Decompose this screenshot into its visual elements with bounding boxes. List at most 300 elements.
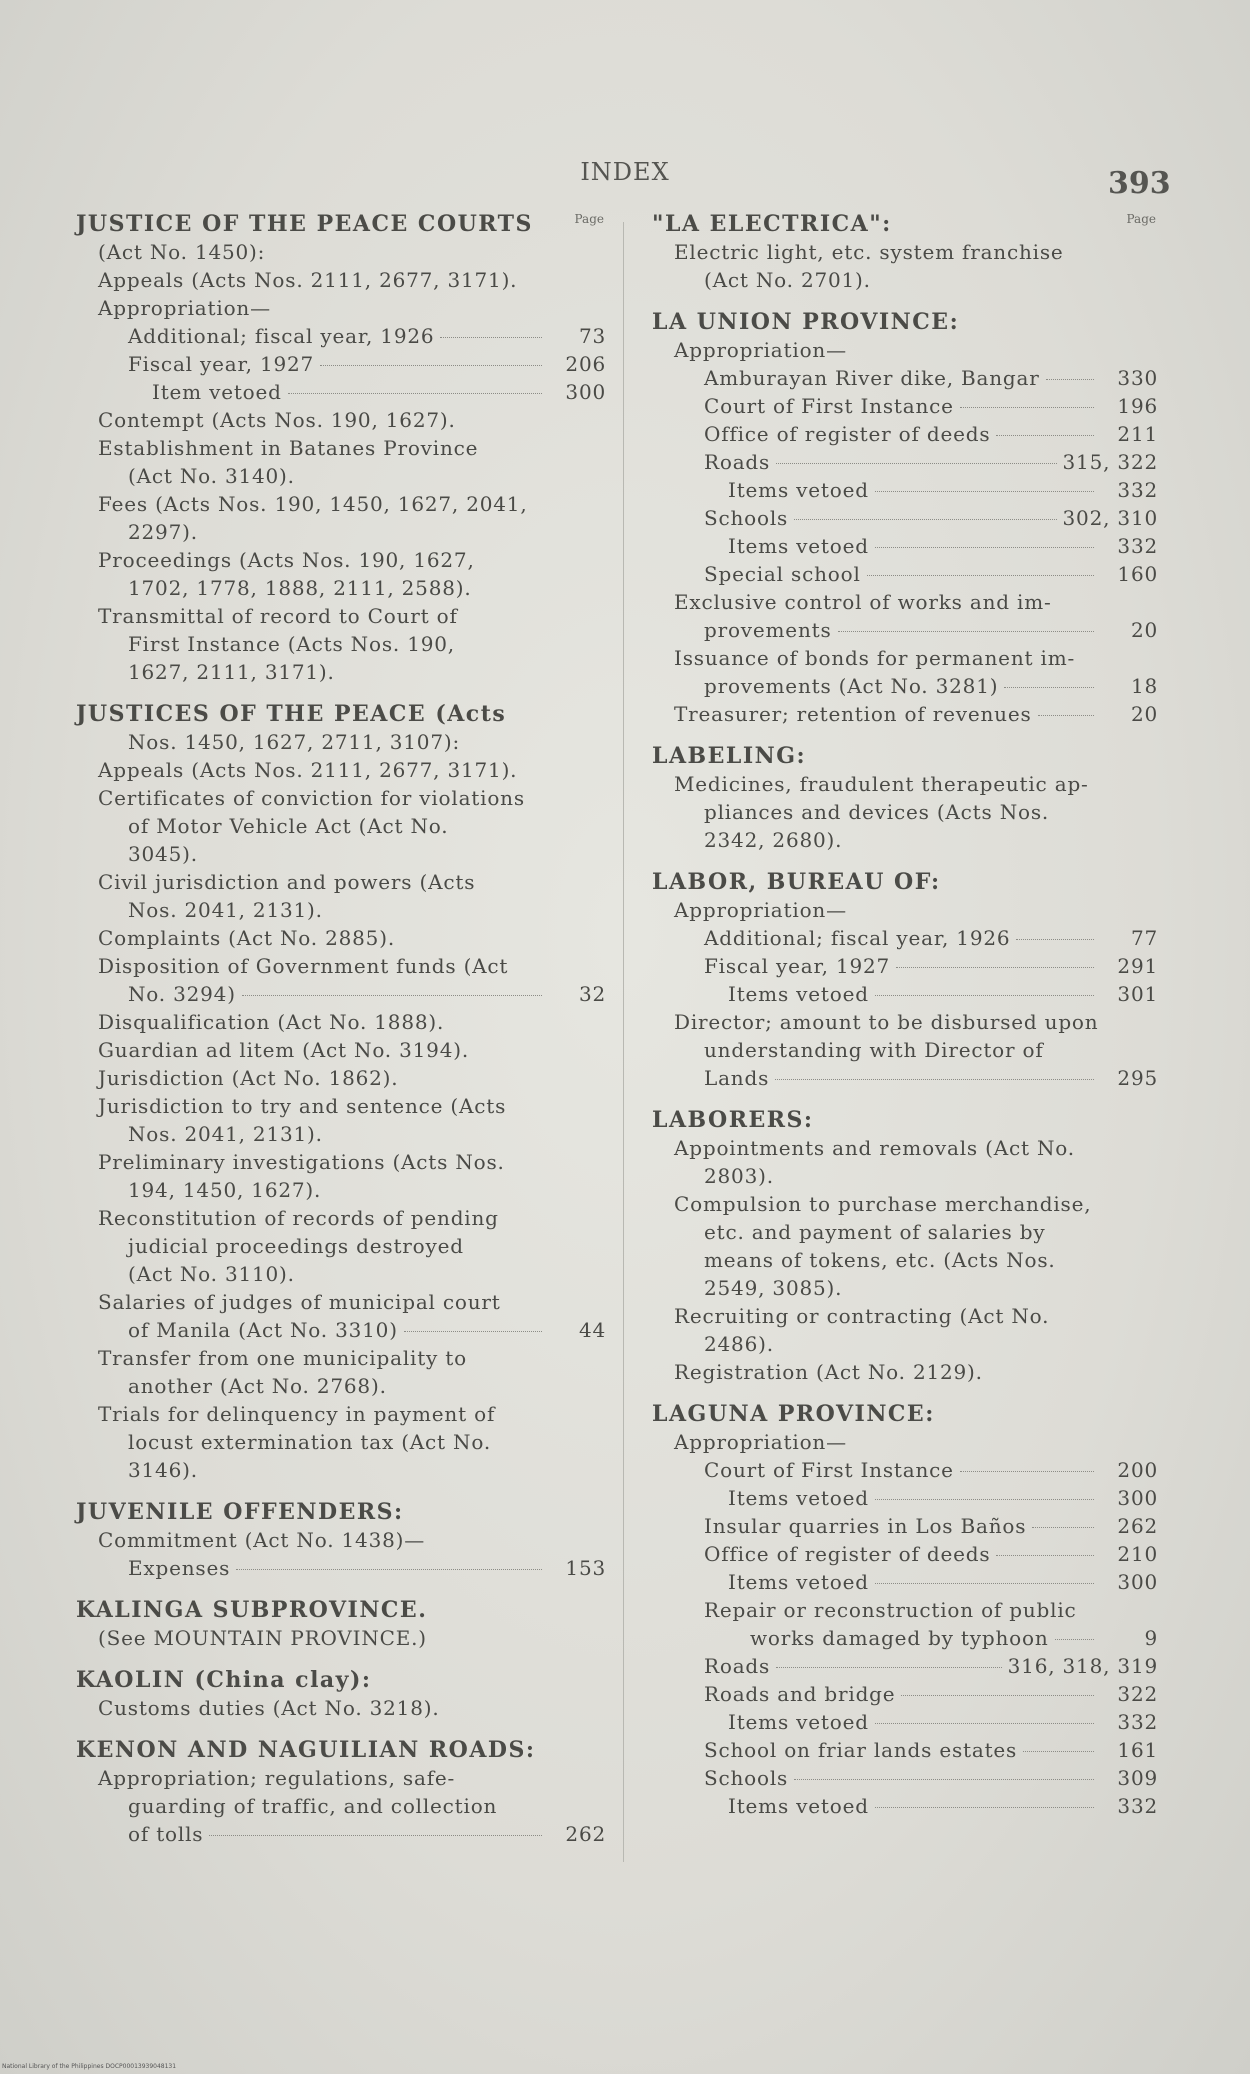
page-reference: 211 <box>1117 422 1158 446</box>
index-subentry <box>652 1358 1158 1386</box>
index-subentry <box>76 1820 606 1848</box>
index-subentry <box>652 1736 1158 1764</box>
subentry-text: Items vetoed <box>728 1486 869 1510</box>
index-subentry <box>652 476 1158 504</box>
index-subentry <box>76 1148 606 1176</box>
dot-leader <box>1032 1527 1094 1528</box>
index-subentry <box>76 952 606 980</box>
index-heading-row <box>76 210 606 238</box>
index-subentry <box>652 924 1158 952</box>
index-entry <box>76 1736 606 1848</box>
subentry-text: Treasurer; retention of revenues <box>674 702 1032 726</box>
dot-leader <box>776 1667 1002 1668</box>
index-subentry <box>652 1652 1158 1680</box>
subentry-text: locust extermination tax (Act No. <box>128 1430 491 1454</box>
subentry-text: Item vetoed <box>152 380 282 404</box>
index-subentry <box>76 1764 606 1792</box>
index-subentry <box>652 238 1158 266</box>
index-subentry <box>652 532 1158 560</box>
index-subentry <box>652 1330 1158 1358</box>
dot-leader <box>242 995 542 996</box>
subentry-text: Items vetoed <box>728 478 869 502</box>
subentry-text: Court of First Instance <box>704 394 954 418</box>
index-heading-row <box>76 1666 606 1694</box>
subentry-text: 3146). <box>128 1458 198 1482</box>
subentry-text: pliances and devices (Acts Nos. <box>704 800 1050 824</box>
index-subentry <box>652 770 1158 798</box>
subentry-text: 2803). <box>704 1164 774 1188</box>
index-entry <box>652 868 1158 1092</box>
index-entry <box>652 1400 1158 1820</box>
page-reference: 32 <box>578 982 606 1006</box>
subentry-text: Customs duties (Act No. 3218). <box>98 1696 440 1720</box>
index-subentry <box>652 672 1158 700</box>
index-subentry <box>76 924 606 952</box>
index-subentry <box>76 1036 606 1064</box>
subentry-text: Preliminary investigations (Acts Nos. <box>98 1150 505 1174</box>
index-subentry <box>652 798 1158 826</box>
page-reference: 300 <box>565 380 606 404</box>
subentry-text: of Manila (Act No. 3310) <box>128 1318 398 1342</box>
index-subentry <box>652 1708 1158 1736</box>
page-reference: 73 <box>578 324 606 348</box>
dot-leader <box>867 575 1094 576</box>
subentry-text: Additional; fiscal year, 1926 <box>128 324 435 348</box>
page-reference: 196 <box>1117 394 1158 418</box>
subentry-text: Appropriation— <box>674 898 847 922</box>
index-subentry <box>652 826 1158 854</box>
page-reference: 18 <box>1130 674 1158 698</box>
page-number: 393 <box>1108 166 1171 201</box>
subentry-text: Court of First Instance <box>704 1458 954 1482</box>
dot-leader <box>775 1079 1094 1080</box>
index-subentry <box>652 1568 1158 1596</box>
index-subentry <box>76 658 606 686</box>
index-subentry <box>76 1344 606 1372</box>
page-reference: 160 <box>1117 562 1158 586</box>
subentry-text: works damaged by typhoon <box>750 1626 1049 1650</box>
index-subentry <box>652 392 1158 420</box>
dot-leader <box>1038 715 1094 716</box>
subentry-text: Transfer from one municipality to <box>98 1346 467 1370</box>
subentry-text: Compulsion to purchase merchandise, <box>674 1192 1092 1216</box>
subentry-text: No. 3294) <box>128 982 236 1006</box>
index-subentry <box>652 560 1158 588</box>
subentry-text: Roads <box>704 1654 771 1678</box>
subentry-text: Recruiting or contracting (Act No. <box>674 1304 1050 1328</box>
index-subentry <box>76 1624 606 1652</box>
subentry-text: 2549, 3085). <box>704 1276 843 1300</box>
subentry-text: Appropriation— <box>674 338 847 362</box>
subentry-text: 194, 1450, 1627). <box>128 1178 322 1202</box>
subentry-text: Roads and bridge <box>704 1682 896 1706</box>
page-reference: 9 <box>1144 1626 1158 1650</box>
index-heading: JUSTICES OF THE PEACE (Acts <box>76 701 507 727</box>
index-subentry <box>76 294 606 322</box>
subentry-text: 2297). <box>128 520 198 544</box>
page-reference: 206 <box>565 352 606 376</box>
index-subentry <box>652 1302 1158 1330</box>
index-subentry <box>76 490 606 518</box>
subentry-text: Special school <box>704 562 861 586</box>
subentry-text: Disposition of Government funds (Act <box>98 954 509 978</box>
page-reference: 262 <box>1117 1514 1158 1538</box>
subentry-text: etc. and payment of salaries by <box>704 1220 1046 1244</box>
subentry-text: Nos. 1450, 1627, 2711, 3107): <box>128 730 460 754</box>
dot-leader <box>838 631 1094 632</box>
index-subentry <box>76 1372 606 1400</box>
subentry-text: Schools <box>704 1766 789 1790</box>
subentry-text: Complaints (Act No. 2885). <box>98 926 395 950</box>
page-reference: 161 <box>1117 1738 1158 1762</box>
subentry-text: Exclusive control of works and im- <box>674 590 1052 614</box>
subentry-text: Amburayan River dike, Bangar <box>704 366 1040 390</box>
index-heading-row <box>652 868 1158 896</box>
page-reference: 262 <box>565 1822 606 1846</box>
subentry-text: Medicines, fraudulent therapeutic ap- <box>674 772 1089 796</box>
index-subentry <box>76 1260 606 1288</box>
dot-leader <box>875 491 1094 492</box>
subentry-text: Registration (Act No. 2129). <box>674 1360 983 1384</box>
index-subentry <box>652 266 1158 294</box>
index-subentry <box>76 1204 606 1232</box>
subentry-text: Schools <box>704 506 789 530</box>
subentry-text: Director; amount to be disbursed upon <box>674 1010 1099 1034</box>
index-subentry <box>76 1456 606 1484</box>
index-entry <box>652 1106 1158 1386</box>
subentry-text: Reconstitution of records of pending <box>98 1206 499 1230</box>
index-subentry <box>76 840 606 868</box>
subentry-text: Fees (Acts Nos. 190, 1450, 1627, 2041, <box>98 492 528 516</box>
index-subentry <box>76 546 606 574</box>
column-divider <box>623 222 624 1862</box>
subentry-text: Jurisdiction to try and sentence (Acts <box>98 1094 507 1118</box>
index-heading: LA UNION PROVINCE: <box>652 309 960 335</box>
subentry-text: Appeals (Acts Nos. 2111, 2677, 3171). <box>98 268 518 292</box>
dot-leader <box>960 1471 1094 1472</box>
index-heading: LABELING: <box>652 743 807 769</box>
index-subentry <box>652 1764 1158 1792</box>
dot-leader <box>875 1583 1094 1584</box>
index-subentry <box>76 266 606 294</box>
subentry-text: Items vetoed <box>728 534 869 558</box>
index-entry <box>76 210 606 686</box>
index-subentry <box>652 336 1158 364</box>
index-subentry <box>652 448 1158 476</box>
index-subentry <box>652 700 1158 728</box>
page-reference: 332 <box>1117 478 1158 502</box>
index-subentry <box>652 896 1158 924</box>
index-heading: JUVENILE OFFENDERS: <box>76 1499 404 1525</box>
subentry-text: Lands <box>704 1066 770 1090</box>
subentry-text: Office of register of deeds <box>704 422 991 446</box>
dot-leader <box>901 1695 1094 1696</box>
subentry-text: Repair or reconstruction of public <box>704 1598 1077 1622</box>
page-reference: 315, 322 <box>1062 450 1158 474</box>
index-subentry <box>652 1792 1158 1820</box>
index-subentry <box>76 812 606 840</box>
dot-leader <box>1046 379 1094 380</box>
index-subentry <box>76 1120 606 1148</box>
subentry-text: Appropriation— <box>674 1430 847 1454</box>
index-subentry <box>652 1540 1158 1568</box>
subentry-text: Contempt (Acts Nos. 190, 1627). <box>98 408 456 432</box>
subentry-text: (See MOUNTAIN PROVINCE.) <box>98 1626 427 1650</box>
index-heading: "LA ELECTRICA": <box>652 211 892 237</box>
page-reference: 322 <box>1117 1682 1158 1706</box>
index-heading: LAGUNA PROVINCE: <box>652 1401 935 1427</box>
index-subentry <box>652 1274 1158 1302</box>
page-reference: 77 <box>1130 926 1158 950</box>
subentry-text: Nos. 2041, 2131). <box>128 1122 323 1146</box>
index-subentry <box>652 1512 1158 1540</box>
dot-leader <box>320 365 542 366</box>
index-subentry <box>652 1190 1158 1218</box>
index-subentry <box>652 1134 1158 1162</box>
index-subentry <box>652 504 1158 532</box>
page-column-label: Page <box>1126 212 1156 226</box>
index-heading: KAOLIN (China clay): <box>76 1667 372 1693</box>
subentry-text: (Act No. 2701). <box>704 268 871 292</box>
dot-leader <box>776 463 1056 464</box>
page-reference: 44 <box>578 1318 606 1342</box>
index-column-right <box>652 210 1158 1834</box>
index-subentry <box>652 980 1158 1008</box>
subentry-text: Establishment in Batanes Province <box>98 436 479 460</box>
index-subentry <box>76 1554 606 1582</box>
index-subentry <box>652 1246 1158 1274</box>
index-subentry <box>76 350 606 378</box>
index-heading-row <box>76 1596 606 1624</box>
subentry-text: Items vetoed <box>728 1570 869 1594</box>
dot-leader <box>875 1807 1094 1808</box>
subentry-text: 2342, 2680). <box>704 828 843 852</box>
subentry-text: Items vetoed <box>728 982 869 1006</box>
scan-footer: National Library of the Philippines DOCP00013939048131 <box>2 2063 177 2070</box>
page-reference: 332 <box>1117 1710 1158 1734</box>
subentry-text: Appeals (Acts Nos. 2111, 2677, 3171). <box>98 758 518 782</box>
index-heading: JUSTICE OF THE PEACE COURTS <box>76 211 533 237</box>
index-subentry <box>76 518 606 546</box>
index-subentry <box>652 1162 1158 1190</box>
index-subentry <box>652 1428 1158 1456</box>
index-subentry <box>652 644 1158 672</box>
index-heading-row <box>652 742 1158 770</box>
subentry-text: Appropriation; regulations, safe- <box>98 1766 456 1790</box>
index-subentry <box>652 420 1158 448</box>
index-heading-row <box>76 1498 606 1526</box>
index-subentry <box>652 1596 1158 1624</box>
index-subentry <box>76 1428 606 1456</box>
index-subentry <box>76 756 606 784</box>
page-reference: 309 <box>1117 1766 1158 1790</box>
index-subentry <box>76 602 606 630</box>
index-subentry <box>76 434 606 462</box>
subentry-text: understanding with Director of <box>704 1038 1044 1062</box>
index-subentry <box>76 1316 606 1344</box>
subentry-text: Nos. 2041, 2131). <box>128 898 323 922</box>
dot-leader <box>1023 1751 1094 1752</box>
index-entry <box>76 1666 606 1722</box>
subentry-text: Civil jurisdiction and powers (Acts <box>98 870 476 894</box>
subentry-text: Issuance of bonds for permanent im- <box>674 646 1076 670</box>
index-subentry <box>76 1694 606 1722</box>
page-reference: 300 <box>1117 1486 1158 1510</box>
index-entry <box>652 308 1158 728</box>
index-subentry <box>76 574 606 602</box>
subentry-text: guarding of traffic, and collection <box>128 1794 498 1818</box>
subentry-text: Items vetoed <box>728 1710 869 1734</box>
subentry-text: 2486). <box>704 1332 774 1356</box>
running-header-title: INDEX <box>580 158 670 186</box>
page-reference: 332 <box>1117 1794 1158 1818</box>
subentry-text: Jurisdiction (Act No. 1862). <box>98 1066 399 1090</box>
subentry-text: means of tokens, etc. (Acts Nos. <box>704 1248 1056 1272</box>
subentry-text: provements (Act No. 3281) <box>704 674 999 698</box>
subentry-text: Appointments and removals (Act No. <box>674 1136 1075 1160</box>
index-subentry <box>76 1008 606 1036</box>
index-subentry <box>76 406 606 434</box>
page-reference: 153 <box>565 1556 606 1580</box>
index-heading-row <box>652 1106 1158 1134</box>
index-subentry <box>76 868 606 896</box>
subentry-text: another (Act No. 2768). <box>128 1374 387 1398</box>
index-entry <box>652 742 1158 854</box>
dot-leader <box>996 435 1094 436</box>
subentry-text: (Act No. 3110). <box>128 1262 295 1286</box>
subentry-text: Fiscal year, 1927 <box>704 954 891 978</box>
subentry-text: Fiscal year, 1927 <box>128 352 315 376</box>
index-heading-row <box>76 700 606 728</box>
index-subentry <box>652 1064 1158 1092</box>
index-heading-row <box>652 1400 1158 1428</box>
dot-leader <box>875 547 1094 548</box>
index-subentry <box>652 364 1158 392</box>
subentry-text: Additional; fiscal year, 1926 <box>704 926 1011 950</box>
index-subentry <box>76 728 606 756</box>
index-subentry <box>76 1092 606 1120</box>
dot-leader <box>1004 687 1094 688</box>
subentry-text: Transmittal of record to Court of <box>98 604 458 628</box>
dot-leader <box>236 1569 542 1570</box>
subentry-text: 1627, 2111, 3171). <box>128 660 335 684</box>
index-subentry <box>76 1526 606 1554</box>
subentry-text: (Act No. 3140). <box>128 464 295 488</box>
dot-leader <box>960 407 1094 408</box>
index-subentry <box>76 630 606 658</box>
page-reference: 200 <box>1117 1458 1158 1482</box>
index-subentry <box>652 1456 1158 1484</box>
subentry-text: Appropriation— <box>98 296 271 320</box>
page-reference: 330 <box>1117 366 1158 390</box>
index-subentry <box>652 1624 1158 1652</box>
dot-leader <box>875 995 1094 996</box>
index-subentry <box>652 1036 1158 1064</box>
subentry-text: (Act No. 1450): <box>98 240 266 264</box>
index-subentry <box>76 1792 606 1820</box>
index-subentry <box>652 952 1158 980</box>
dot-leader <box>404 1331 542 1332</box>
index-subentry <box>652 1680 1158 1708</box>
index-subentry <box>652 588 1158 616</box>
page-reference: 302, 310 <box>1062 506 1158 530</box>
index-subentry <box>76 1400 606 1428</box>
index-heading-row <box>652 210 1158 238</box>
subentry-text: Office of register of deeds <box>704 1542 991 1566</box>
index-column-left <box>76 210 606 1862</box>
dot-leader <box>875 1499 1094 1500</box>
subentry-text: 3045). <box>128 842 198 866</box>
index-subentry <box>652 1008 1158 1036</box>
index-subentry <box>652 1218 1158 1246</box>
index-subentry <box>76 1288 606 1316</box>
subentry-text: Expenses <box>128 1556 231 1580</box>
dot-leader <box>996 1555 1094 1556</box>
page-reference: 301 <box>1117 982 1158 1006</box>
page-reference: 332 <box>1117 534 1158 558</box>
index-subentry <box>76 1064 606 1092</box>
subentry-text: provements <box>704 618 832 642</box>
subentry-text: Insular quarries in Los Baños <box>704 1514 1027 1538</box>
index-subentry <box>76 896 606 924</box>
subentry-text: of Motor Vehicle Act (Act No. <box>128 814 449 838</box>
index-heading: KENON AND NAGUILIAN ROADS: <box>76 1737 536 1763</box>
index-heading-row <box>76 1736 606 1764</box>
subentry-text: Commitment (Act No. 1438)— <box>98 1528 426 1552</box>
subentry-text: 1702, 1778, 1888, 2111, 2588). <box>128 576 472 600</box>
subentry-text: School on friar lands estates <box>704 1738 1018 1762</box>
index-subentry <box>76 784 606 812</box>
index-heading: LABOR, BUREAU OF: <box>652 869 941 895</box>
dot-leader <box>1055 1639 1094 1640</box>
subentry-text: First Instance (Acts Nos. 190, <box>128 632 455 656</box>
subentry-text: Certificates of conviction for violations <box>98 786 525 810</box>
page-reference: 295 <box>1117 1066 1158 1090</box>
index-entry <box>76 700 606 1484</box>
subentry-text: Items vetoed <box>728 1794 869 1818</box>
page-reference: 20 <box>1130 618 1158 642</box>
dot-leader <box>875 1723 1094 1724</box>
index-heading: KALINGA SUBPROVINCE. <box>76 1597 428 1623</box>
dot-leader <box>794 519 1056 520</box>
index-subentry <box>76 1176 606 1204</box>
dot-leader <box>1016 939 1094 940</box>
dot-leader <box>209 1835 542 1836</box>
subentry-text: judicial proceedings destroyed <box>128 1234 464 1258</box>
subentry-text: Electric light, etc. system franchise <box>674 240 1064 264</box>
index-entry <box>76 1498 606 1582</box>
page-reference: 316, 318, 319 <box>1007 1654 1158 1678</box>
index-subentry <box>652 616 1158 644</box>
page-reference: 300 <box>1117 1570 1158 1594</box>
page-reference: 20 <box>1130 702 1158 726</box>
index-heading-row <box>652 308 1158 336</box>
index-subentry <box>76 238 606 266</box>
subentry-text: Proceedings (Acts Nos. 190, 1627, <box>98 548 475 572</box>
subentry-text: Trials for delinquency in payment of <box>98 1402 496 1426</box>
dot-leader <box>896 967 1094 968</box>
index-subentry <box>76 378 606 406</box>
subentry-text: Guardian ad litem (Act No. 3194). <box>98 1038 469 1062</box>
index-entry <box>652 210 1158 294</box>
index-subentry <box>76 1232 606 1260</box>
page-reference: 291 <box>1117 954 1158 978</box>
dot-leader <box>440 337 542 338</box>
index-heading: LABORERS: <box>652 1107 814 1133</box>
index-subentry <box>76 980 606 1008</box>
subentry-text: Roads <box>704 450 771 474</box>
dot-leader <box>794 1779 1094 1780</box>
